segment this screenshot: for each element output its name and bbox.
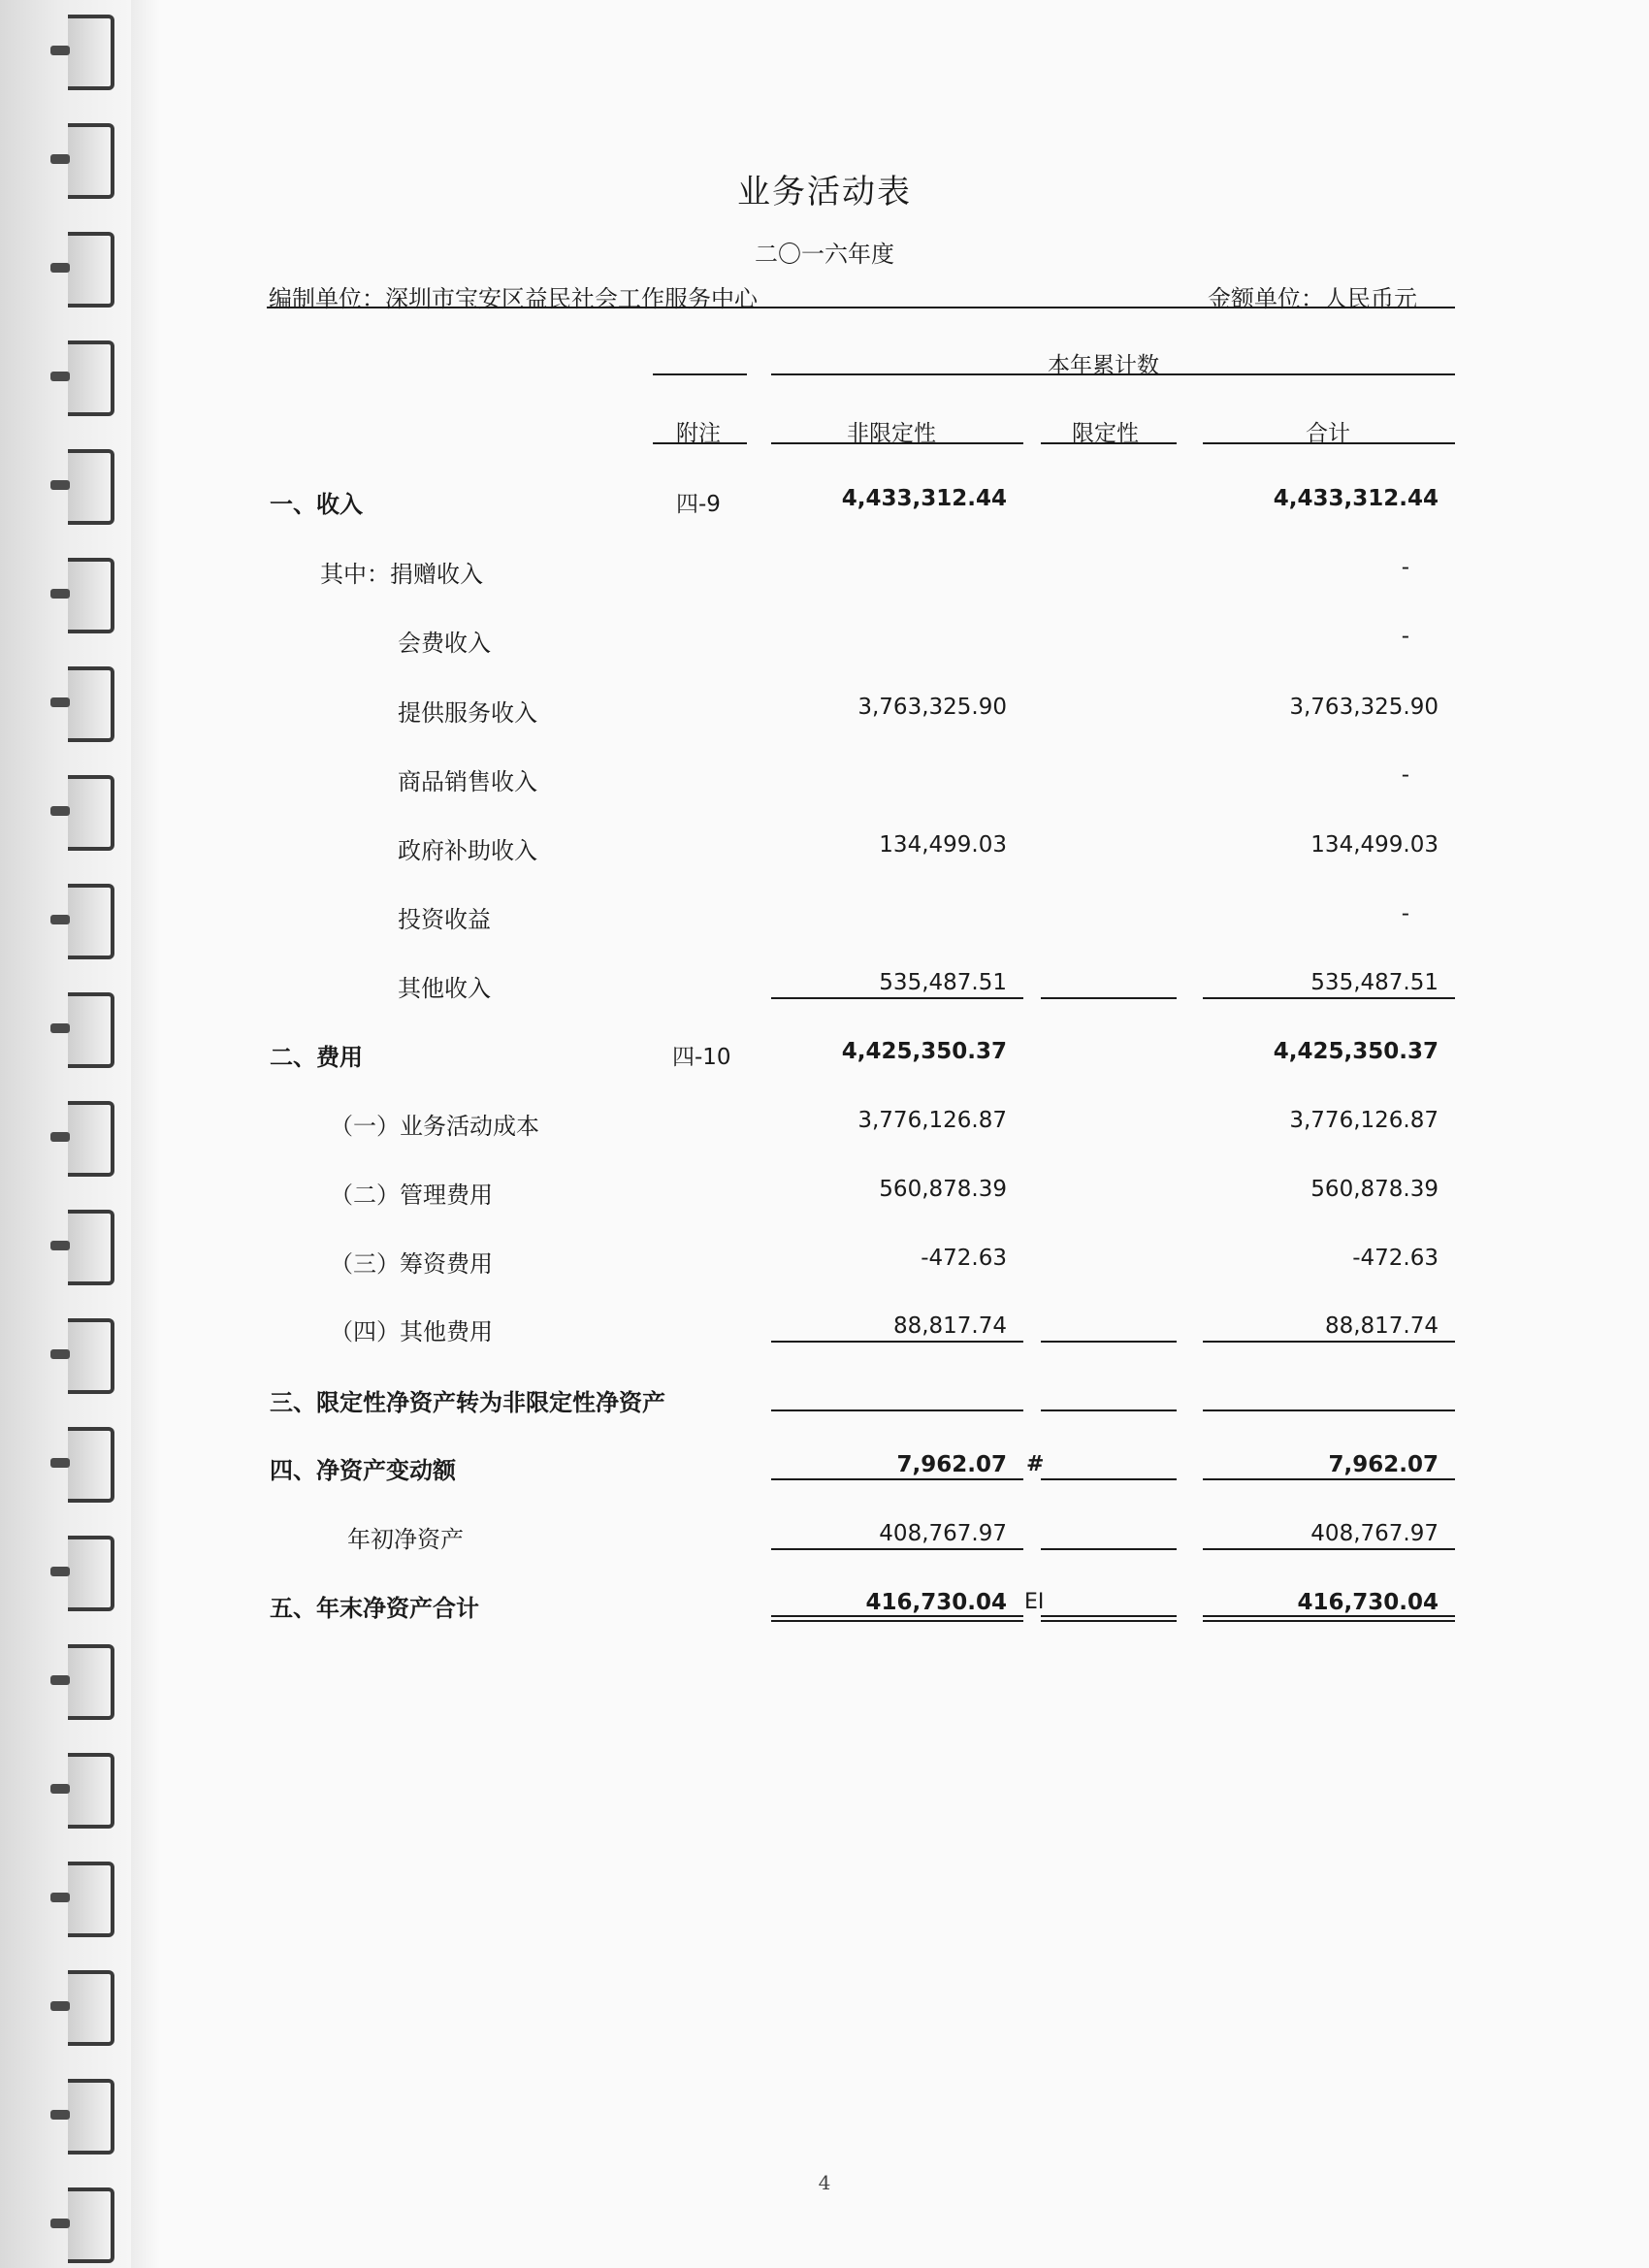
row-total: 134,499.03 <box>1310 832 1439 858</box>
binding-ring <box>68 1536 114 1611</box>
subtotal-rule-total <box>1203 997 1455 999</box>
spine-shadow <box>131 0 160 2268</box>
row-label: 三、限定性净资产转为非限定性净资产 <box>270 1389 665 1416</box>
binding-ring <box>68 1427 114 1503</box>
subtotal-rule-restricted <box>1041 1341 1177 1343</box>
row-note: 四-9 <box>676 492 721 517</box>
subtotal-rule-total <box>1203 1341 1455 1343</box>
row-total: 408,767.97 <box>1310 1521 1439 1546</box>
row-label: 二、费用 <box>270 1044 363 1071</box>
currency-unit: 金额单位：人民币元 <box>1208 285 1417 312</box>
header-rule-restricted <box>1041 442 1177 444</box>
subtotal-rule-unrestricted <box>771 1341 1023 1343</box>
opening-rule-unrestricted <box>771 1548 1023 1550</box>
row-total: - <box>1401 555 1409 580</box>
row-label: 年初净资产 <box>347 1526 464 1553</box>
preparing-unit: 编制单位：深圳市宝安区益民社会工作服务中心 <box>269 285 758 312</box>
change-rule-restricted <box>1041 1478 1177 1480</box>
closing-double-rule-4 <box>1041 1620 1177 1622</box>
header-rule <box>267 307 1455 308</box>
row-unrestricted: 4,433,312.44 <box>841 486 1007 511</box>
cumulative-header-rule <box>771 373 1455 375</box>
row-unrestricted: 4,425,350.37 <box>841 1039 1007 1064</box>
header-total: 合计 <box>1306 421 1350 446</box>
row-label: 会费收入 <box>398 630 491 657</box>
binding-ring <box>68 2187 114 2263</box>
binding-ring <box>68 1318 114 1394</box>
row-label: 五、年末净资产合计 <box>270 1595 479 1622</box>
row-total: - <box>1401 624 1409 649</box>
row-label: （三）筹资费用 <box>330 1250 493 1278</box>
row-total: 560,878.39 <box>1310 1177 1439 1202</box>
header-rule-note <box>653 442 747 444</box>
row-label: 一、收入 <box>270 491 363 518</box>
closing-double-rule-6 <box>1203 1620 1455 1622</box>
row-label: 提供服务收入 <box>398 699 537 727</box>
document-title: 业务活动表 <box>737 173 912 211</box>
row-total: 4,425,350.37 <box>1273 1039 1439 1064</box>
reclass-rule-total <box>1203 1409 1455 1411</box>
binding-ring <box>68 2079 114 2155</box>
binding-ring <box>68 1101 114 1177</box>
binding-ring <box>68 992 114 1068</box>
row-label: 其他收入 <box>398 975 491 1002</box>
row-label: 投资收益 <box>398 906 491 933</box>
row-restricted: EI <box>1024 1590 1045 1614</box>
closing-double-rule-5 <box>1203 1615 1455 1617</box>
row-unrestricted: 7,962.07 <box>896 1452 1007 1477</box>
opening-rule-restricted <box>1041 1548 1177 1550</box>
row-unrestricted: -472.63 <box>921 1246 1007 1271</box>
note-col-top-rule <box>653 373 747 375</box>
row-unrestricted: 134,499.03 <box>879 832 1007 858</box>
binding-ring <box>68 884 114 959</box>
binding-ring <box>68 666 114 742</box>
cumulative-header: 本年累计数 <box>1048 353 1159 378</box>
row-unrestricted: 88,817.74 <box>892 1313 1007 1339</box>
row-unrestricted: 408,767.97 <box>879 1521 1007 1546</box>
binding-ring <box>68 775 114 851</box>
header-rule-unrestricted <box>771 442 1023 444</box>
binding-ring <box>68 1862 114 1937</box>
subtotal-rule-restricted <box>1041 997 1177 999</box>
header-restricted: 限定性 <box>1072 421 1139 446</box>
header-note: 附注 <box>676 421 721 446</box>
binding-ring <box>68 1970 114 2046</box>
row-total: - <box>1401 762 1409 788</box>
row-label: 四、净资产变动额 <box>270 1457 456 1484</box>
reclass-rule-restricted <box>1041 1409 1177 1411</box>
binding-ring <box>68 1753 114 1829</box>
header-unrestricted: 非限定性 <box>847 421 936 446</box>
row-total: 88,817.74 <box>1324 1313 1439 1339</box>
row-label: （四）其他费用 <box>330 1318 493 1345</box>
row-unrestricted: 560,878.39 <box>879 1177 1007 1202</box>
row-total: 4,433,312.44 <box>1273 486 1439 511</box>
change-rule-unrestricted <box>771 1478 1023 1480</box>
binding-ring <box>68 1644 114 1720</box>
row-unrestricted: 416,730.04 <box>865 1590 1007 1615</box>
row-total: -472.63 <box>1352 1246 1439 1271</box>
closing-double-rule-3 <box>1041 1615 1177 1617</box>
reclass-rule-unrestricted <box>771 1409 1023 1411</box>
row-label: （二）管理费用 <box>330 1182 493 1209</box>
fiscal-year: 二〇一六年度 <box>755 241 894 268</box>
row-label: （一）业务活动成本 <box>330 1113 539 1140</box>
row-total: - <box>1401 901 1409 926</box>
opening-rule-total <box>1203 1548 1455 1550</box>
row-note: 四-10 <box>672 1045 731 1070</box>
page-number: 4 <box>818 2171 831 2194</box>
row-label: 政府补助收入 <box>398 837 537 864</box>
row-total: 3,763,325.90 <box>1289 695 1439 720</box>
binding-ring <box>68 15 114 90</box>
change-rule-total <box>1203 1478 1455 1480</box>
subtotal-rule-unrestricted <box>771 997 1023 999</box>
row-total: 3,776,126.87 <box>1289 1108 1439 1133</box>
binding-ring <box>68 558 114 633</box>
row-total: 416,730.04 <box>1297 1590 1439 1615</box>
closing-double-rule-1 <box>771 1615 1023 1617</box>
row-total: 7,962.07 <box>1328 1452 1439 1477</box>
row-unrestricted: 3,776,126.87 <box>857 1108 1007 1133</box>
binding-ring <box>68 449 114 525</box>
closing-double-rule-2 <box>771 1620 1023 1622</box>
row-restricted: # <box>1026 1452 1045 1476</box>
row-unrestricted: 3,763,325.90 <box>857 695 1007 720</box>
binding-ring <box>68 1210 114 1285</box>
row-label: 商品销售收入 <box>398 768 537 795</box>
row-total: 535,487.51 <box>1310 970 1439 995</box>
binding-ring <box>68 340 114 416</box>
header-rule-total <box>1203 442 1455 444</box>
row-unrestricted: 535,487.51 <box>879 970 1007 995</box>
row-label: 其中：捐赠收入 <box>320 561 483 588</box>
